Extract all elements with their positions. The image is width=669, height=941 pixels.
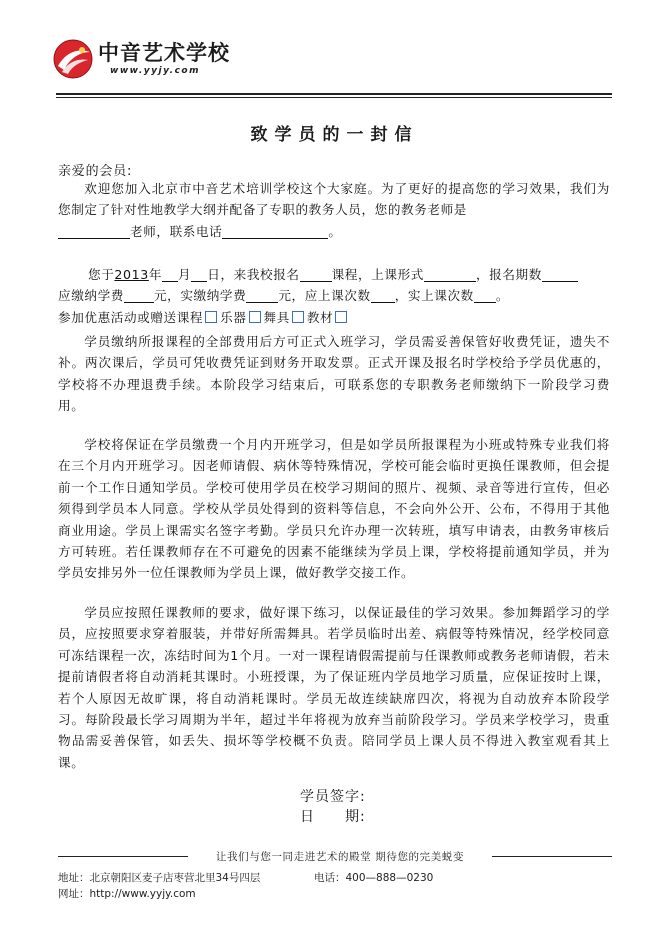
lessons-due-blank — [371, 288, 395, 303]
dance-gear-checkbox[interactable] — [249, 311, 261, 323]
fee-paid-blank — [246, 288, 278, 303]
enroll-year: 2013 — [114, 267, 149, 282]
page-title: 致学员的一封信 — [250, 125, 419, 145]
footer-phone: 电话：400—888—0230 — [314, 872, 434, 884]
lessons-actual-blank — [474, 288, 496, 303]
paragraph-enrollment: 您于2013年 月 日，来我校报名 课程，上课形式 ，报名期数 应缴纳学费 元，实缴纳学费 元，应上课次数 ，实上课次数 。 参加优惠活动或赠送课程 乐器 舞具 教材 — [58, 264, 610, 328]
footer-address: 地址：北京朝阳区麦子店枣营北里34号四层 — [58, 872, 261, 884]
header-divider — [56, 93, 612, 95]
school-logo — [52, 34, 230, 86]
paragraph-fees: 学员缴纳所报课程的全部费用后方可正式入班学习，学员需妥善保管好收费凭证，遗失不补。两次课后，学员可凭收费凭证到财务开取发票。正式开课及报名时学校给予学员优惠的，学校将不办理退费手续。本阶段学习结束后，可联系您的专职教务老师缴纳下一阶段学习费用。 — [58, 334, 610, 414]
footer-website[interactable]: 网址：http://www.yyjy.com — [58, 888, 196, 900]
footer-rule-right — [492, 856, 612, 857]
day-blank — [191, 267, 207, 282]
date-label: 日 期: — [300, 809, 366, 825]
month-blank — [162, 267, 178, 282]
footer-slogan: 让我们与您一同走进艺术的殿堂 期待您的完美蜕变 — [215, 851, 465, 863]
welcome-text: 欢迎您加入北京市中音艺术培训学校这个大家庭。为了更好的提高您的学习效果，我们为您制定了针对性地教学大纲并配备了专职的教务人员，您的教务老师是 — [58, 181, 610, 218]
footer-rule-left — [58, 856, 188, 857]
extra-checkbox[interactable] — [335, 311, 347, 323]
logo-url: www.yyjy.com — [110, 66, 200, 76]
logo-emblem-icon — [52, 38, 94, 80]
fee-due-blank — [124, 288, 154, 303]
term-blank — [542, 267, 578, 282]
student-signature-label: 学员签字: — [300, 789, 366, 805]
class-type-blank — [424, 267, 476, 282]
teacher-name-blank — [58, 224, 130, 239]
paragraph-welcome: 欢迎您加入北京市中音艺术培训学校这个大家庭。为了更好的提高您的学习效果，我们为您制定了针对性地教学大纲并配备了专职的教务人员，您的教务老师是 老师，联系电话 。 — [58, 181, 610, 239]
logo-name: 中音艺术学校 — [98, 40, 230, 65]
paragraph-study-rules: 学员应按照任课教师的要求，做好课下练习，以保证最佳的学习效果。参加舞蹈学习的学员，应按照要求穿着服装，并带好所需舞具。若学员临时出差、病假等特殊情况，经学校同意可冻结课程一次，冻结时间为1个月。一对一课程请假需提前与任课教师或教务老师请假，若未提前请假者将自动消耗其课时。小班授课，为了保证班内学员地学习质量，应保证按时上课，若个人原因无故旷课，将自动消耗课时。学员无故连续缺席四次，将视为自动放弃本阶段学习。每阶段最长学习周期为半年，超过半年将视为放弃当前阶段学习。学员来学校学习，贵重物品需妥善保管，如丢失、损坏等学校概不负责。陪同学员上课人员不得进入教室观看其上课。 — [58, 605, 610, 770]
paragraph-class-policy: 学校将保证在学员缴费一个月内开班学习，但是如学员所报课程为小班或特殊专业我们将在三个月内开班学习。因老师请假、病休等特殊情况，学校可能会临时更换任课教师，但会提前一个工作日通知学员。学校可使用学员在校学习期间的照片、视频、录音等进行宣传，但必须得到学员本人同意。学校从学员处得到的资料等信息，不会向外公开、公布，不得用于其他商业用途。学员上课需实名签字考勤。学员只允许办理一次转班，填写申请表，由教务审核后方可转班。若任课教师存在不可避免的因素不能继续为学员上课，学校将提前通知学员，并为学员安排另外一位任课教师为学员上课，做好教学交接工作。 — [58, 437, 610, 581]
phone-blank — [222, 224, 328, 239]
salutation: 亲爱的会员: — [58, 164, 133, 179]
teacher-contact-text: 老师，联系电话 — [130, 223, 223, 239]
textbook-checkbox[interactable] — [292, 311, 304, 323]
instrument-checkbox[interactable] — [205, 311, 217, 323]
header-divider-thin — [56, 97, 612, 98]
course-blank — [300, 267, 332, 282]
